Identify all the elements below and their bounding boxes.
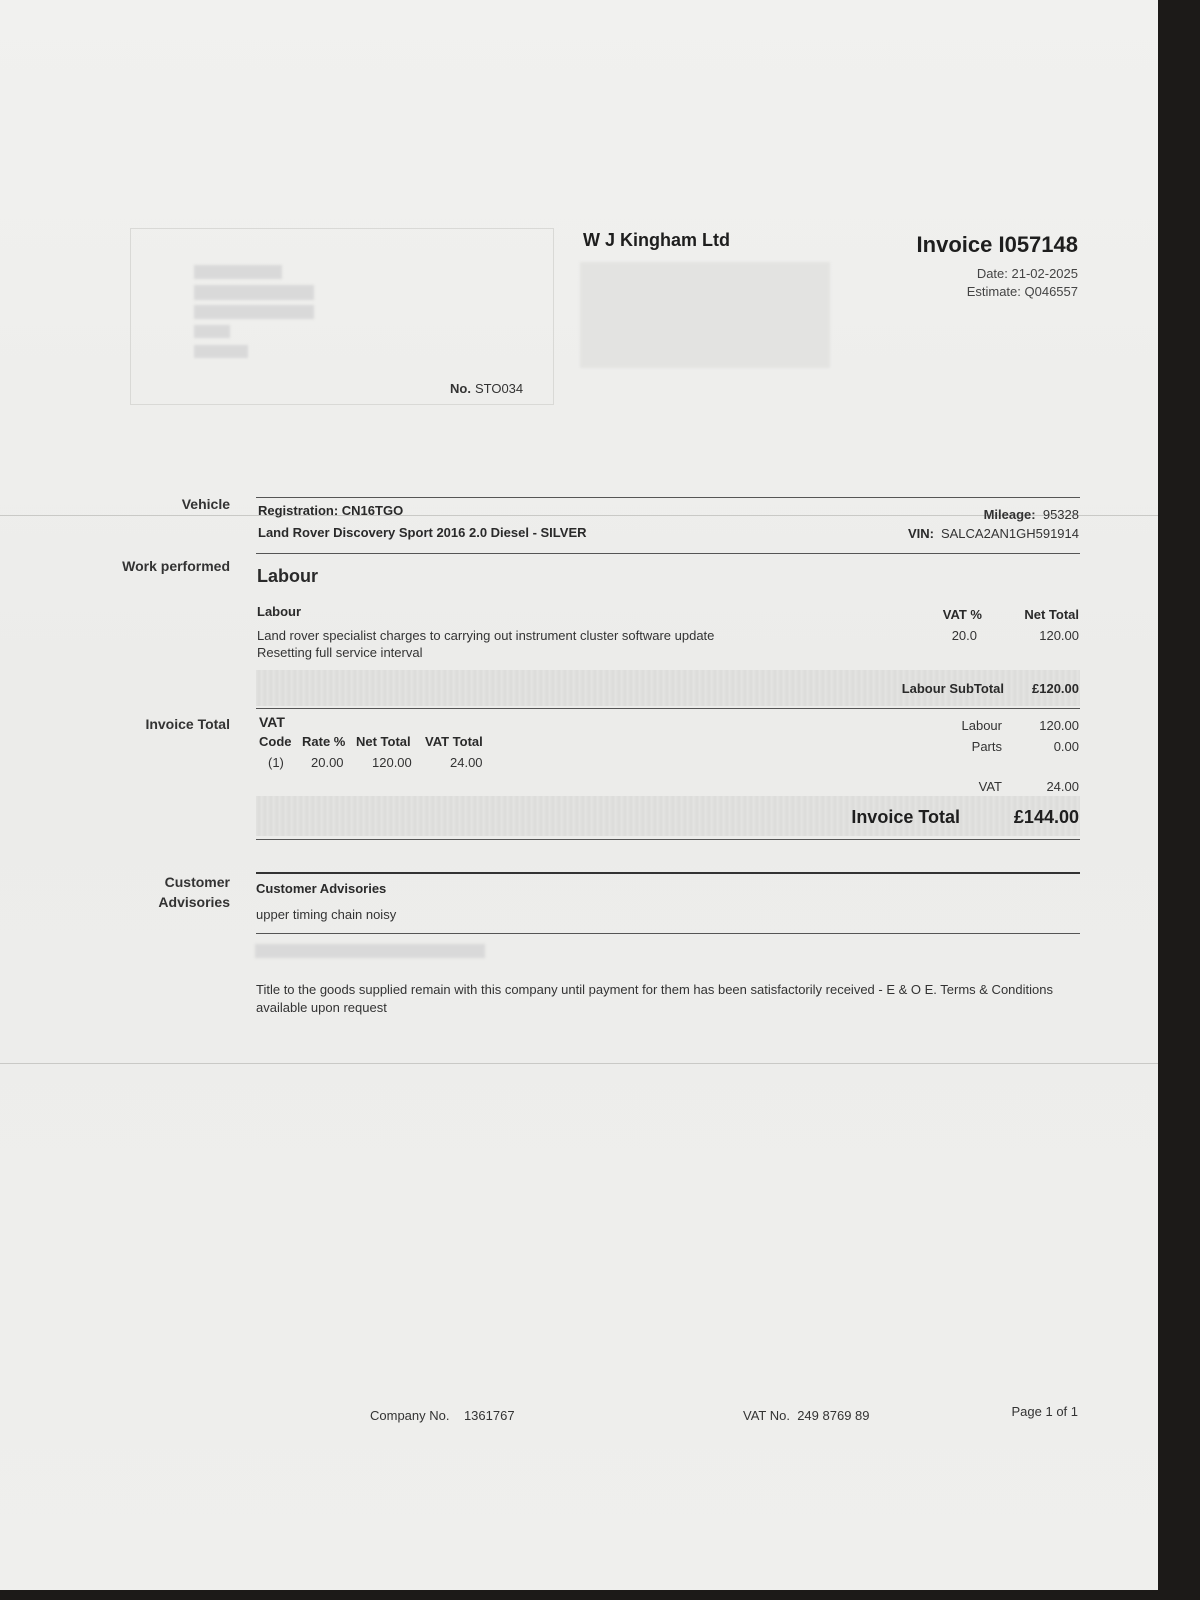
divider [256, 497, 1080, 498]
advisory-item: upper timing chain noisy [256, 907, 397, 922]
page-number: Page 1 of 1 [1011, 1404, 1078, 1419]
divider [256, 839, 1080, 840]
redacted-address [194, 345, 248, 358]
totals-labour-label: Labour [961, 718, 1002, 733]
section-label-work-performed: Work performed [122, 558, 230, 574]
advisories-heading: Customer Advisories [256, 881, 387, 896]
section-label-vehicle: Vehicle [181, 496, 230, 512]
company-number: Company No. 1361767 [370, 1408, 515, 1423]
vehicle-description: Land Rover Discovery Sport 2016 2.0 Diesel - SILVER [258, 525, 587, 540]
invoice-total-label: Invoice Total [851, 807, 960, 827]
vat-col-rate: Rate % [302, 734, 346, 749]
redacted-address [194, 325, 230, 338]
redacted-address [194, 285, 314, 300]
mileage: Mileage: 95328 [983, 507, 1079, 522]
vin-label: VIN: [908, 526, 934, 541]
estimate-number: Estimate: Q046557 [966, 284, 1078, 299]
redacted-text [255, 944, 485, 958]
vin-value: SALCA2AN1GH591914 [940, 526, 1079, 541]
section-label-invoice-total: Invoice Total [145, 716, 230, 732]
invoice-total-value: £144.00 [1013, 807, 1079, 827]
divider [256, 872, 1080, 874]
totals-labour-value: 120.00 [1039, 718, 1079, 733]
labour-description-line: Land rover specialist charges to carrying out instrument cluster software update [257, 628, 715, 643]
labour-subtotal-label: Labour SubTotal [901, 681, 1004, 696]
fold-line [0, 1063, 1158, 1064]
labour-net-total: 120.00 [1039, 628, 1079, 643]
invoice-date: Date: 21-02-2025 [976, 266, 1078, 281]
divider [256, 553, 1080, 554]
redacted-address [194, 305, 314, 319]
labour-subheading: Labour [257, 604, 302, 619]
invoice-title: Invoice I057148 [916, 232, 1078, 257]
registration: Registration: CN16TGO [258, 503, 404, 518]
labour-vat-rate: 20.0 [951, 628, 977, 643]
vat-col-vat-total: VAT Total [425, 734, 483, 749]
customer-number: No. STO034 [450, 381, 524, 396]
company-name: W J Kingham Ltd [583, 230, 730, 250]
terms-text: Title to the goods supplied remain with this company until payment for them has been satisfactorily received - E & O E. Terms & Conditions available upon request [256, 982, 1053, 1015]
labour-subtotal-value: £120.00 [1032, 681, 1079, 696]
net-total-header: Net Total [1024, 607, 1079, 622]
totals-parts-label: Parts [971, 739, 1002, 754]
section-label-customer-advisories: Customer Advisories [158, 874, 230, 910]
vat-col-net: Net Total [356, 734, 411, 749]
vat-table-title: VAT [259, 714, 285, 730]
vat-row-vat-total: 24.00 [450, 755, 483, 770]
divider [256, 708, 1080, 709]
redacted-address [194, 265, 282, 279]
labour-heading: Labour [257, 566, 318, 586]
vat-col-code: Code [259, 734, 292, 749]
totals-vat-value: 24.00 [1046, 779, 1079, 794]
totals-parts-value: 0.00 [1053, 739, 1079, 754]
vat-row-rate: 20.00 [311, 755, 344, 770]
totals-vat-label: VAT [978, 779, 1002, 794]
vat-row-code: (1) [268, 755, 284, 770]
vat-number: VAT No. 249 8769 89 [743, 1408, 870, 1423]
divider [256, 933, 1080, 934]
vat-percent-header: VAT % [942, 607, 982, 622]
labour-description-line: Resetting full service interval [257, 645, 423, 660]
vat-row-net: 120.00 [372, 755, 412, 770]
redacted-company-address [580, 262, 830, 368]
